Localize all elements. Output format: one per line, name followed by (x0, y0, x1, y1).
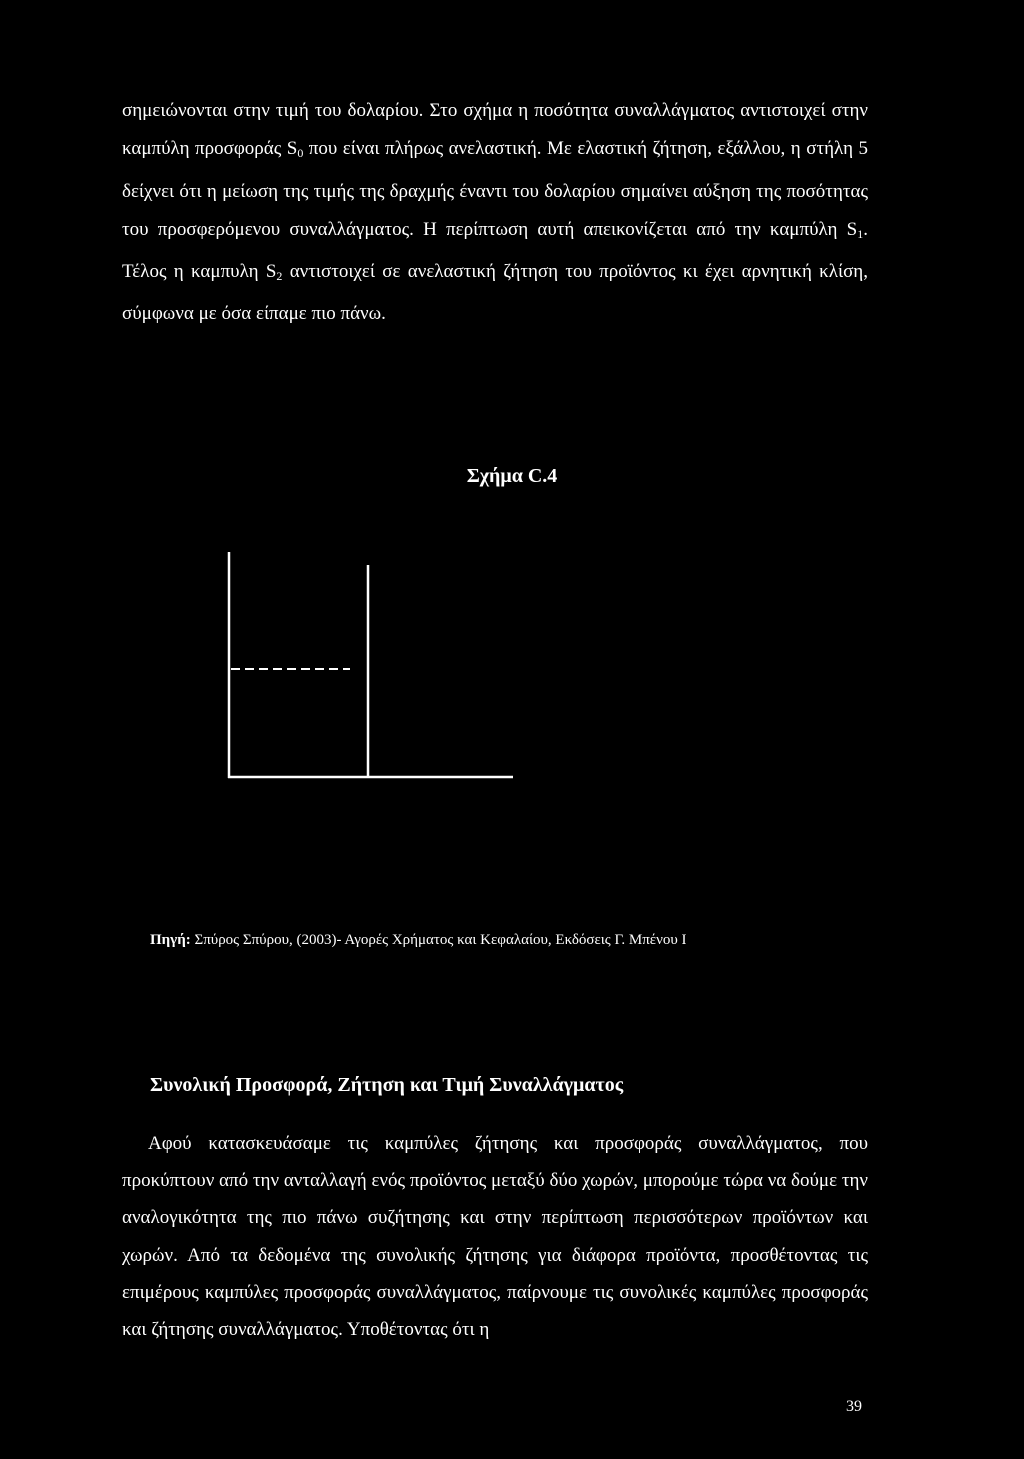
subscript-2: 2 (276, 269, 283, 284)
source-text: Σπύρος Σπύρου, (2003)- Αγορές Χρήματος και Κεφαλαίου, Εκδόσεις Γ. Μπένου Ι (190, 932, 687, 948)
figure-title: Σχήμα C.4 (466, 465, 558, 487)
paragraph-1-text-c: . Τέλος η καμπυλη S (122, 218, 868, 283)
paragraph-2 (122, 1125, 868, 1348)
paragraph-1-text-a: σημειώνονται στην τιμή του δολαρίου. Στο σχήμα η ποσότητα συναλλάγματος αντιστοιχεί στην καμπύλη προσφοράς S (122, 100, 868, 160)
page-number: 39 (846, 1398, 862, 1415)
subscript-1: 1 (857, 226, 864, 241)
section-heading: Συνολική Προσφορά, Ζήτηση και Τιμή Συναλλάγματος (150, 1074, 624, 1096)
paragraph-2-text: Αφού κατασκευάσαμε τις καμπύλες ζήτησης και προσφοράς συναλλάγματος, που προκύπτουν από την ανταλλαγή ενός προϊόντος μεταξύ δύο χωρών, μπορούμε τώρα να δούμε την αναλογικότητα της πιο πάνω συζήτησης και στην περίπτωση περισσότερων προϊόντων και χωρών. Από τα δεδομένα της συνολικής ζήτησης για διάφορα προϊόντα, προσθέτοντας τις επιμέρους καμπύλες προσφοράς συναλλάγματος, παίρνουμε τις συνολικές καμπύλες προσφοράς και ζήτησης συναλλάγματος. Υποθέτοντας ότι η (122, 1133, 868, 1341)
paragraph-1-text-b: που είναι πλήρως ανελαστική. Με ελαστική ζήτηση, εξάλλου, η στήλη 5 δείχνει ότι η μείωση της τιμής της δραχμής έναντι του δολαρίου σημαίνει αύξηση της ποσότητας του προσφερόμενου συναλλάγματος. Η περίπτωση αυτή απεικονίζεται από την καμπύλη S (122, 138, 868, 240)
subscript-0: 0 (297, 146, 304, 161)
figure-source (150, 932, 687, 949)
source-label: Πηγή: (150, 932, 191, 948)
paragraph-1-text-d: αντιστοιχεί σε ανελαστική ζήτηση του προϊόντος κι έχει αρνητική κλίση, σύμφωνα με όσα είπαμε πιο πάνω. (122, 261, 868, 325)
